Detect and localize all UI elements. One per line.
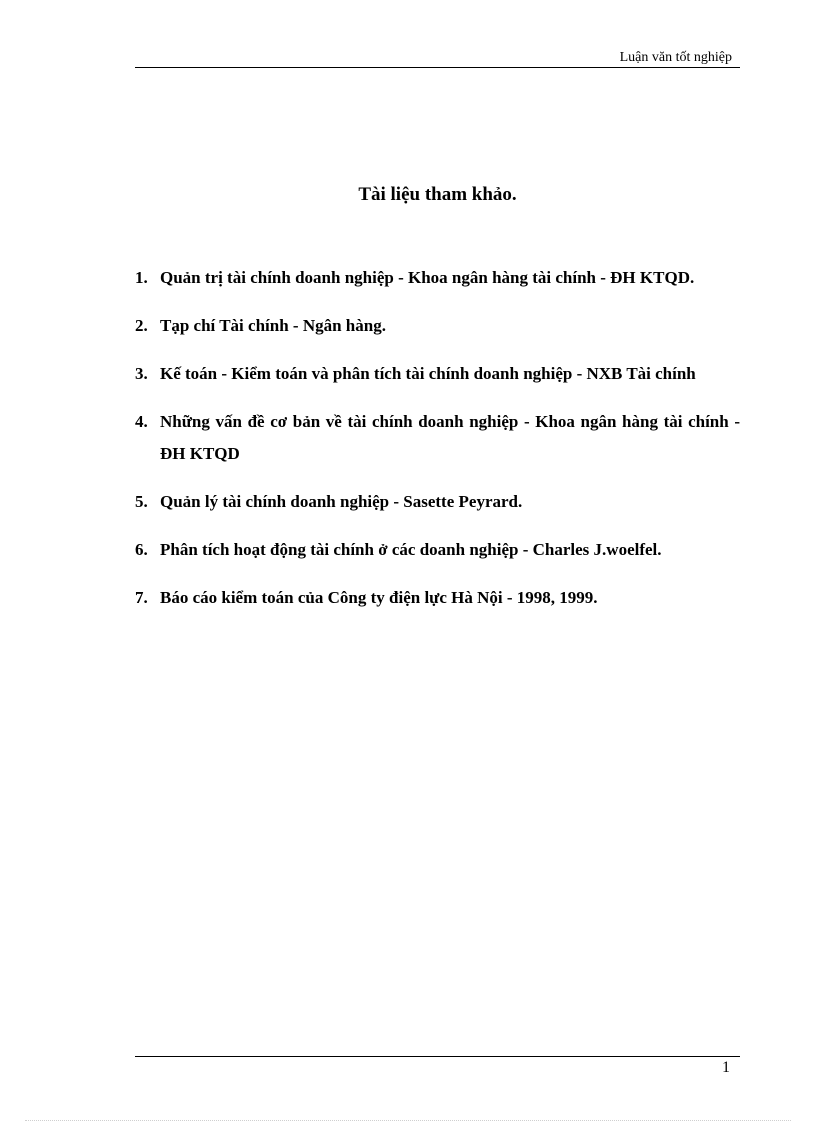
header-divider (135, 67, 740, 68)
reference-text: Quản lý tài chính doanh nghiệp - Sasette Peyrard. (160, 492, 523, 511)
reference-number: 6. (135, 540, 148, 559)
reference-number: 2. (135, 316, 148, 335)
footer-divider (135, 1056, 740, 1057)
reference-number: 4. (135, 412, 148, 431)
reference-number: 5. (135, 492, 148, 511)
reference-number: 1. (135, 268, 148, 287)
reference-item (135, 262, 740, 294)
reference-item (135, 534, 740, 566)
page-title: Tài liệu tham khảo. (358, 184, 517, 205)
page-edge-dotted-line (25, 1120, 791, 1121)
reference-list (135, 262, 740, 630)
page-header-text: Luận văn tốt nghiệp (619, 50, 732, 65)
reference-text: Tạp chí Tài chính - Ngân hàng. (160, 316, 386, 335)
reference-item (135, 310, 740, 342)
reference-text: Kế toán - Kiểm toán và phân tích tài chính doanh nghiệp - NXB Tài chính (160, 364, 696, 383)
reference-item (135, 358, 740, 390)
reference-text: Quản trị tài chính doanh nghiệp - Khoa ngân hàng tài chính - ĐH KTQD. (160, 268, 695, 287)
reference-item (135, 582, 740, 614)
reference-item (135, 406, 740, 470)
page-number: 1 (722, 1059, 730, 1076)
reference-text: Báo cáo kiểm toán của Công ty điện lực Hà Nội - 1998, 1999. (160, 588, 598, 607)
reference-item (135, 486, 740, 518)
reference-text: Những vấn đề cơ bản về tài chính doanh nghiệp - Khoa ngân hàng tài chính - ĐH KTQD (160, 412, 740, 463)
reference-number: 7. (135, 588, 148, 607)
reference-text: Phân tích hoạt động tài chính ở các doanh nghiệp - Charles J.woelfel. (160, 540, 662, 559)
reference-number: 3. (135, 364, 148, 383)
